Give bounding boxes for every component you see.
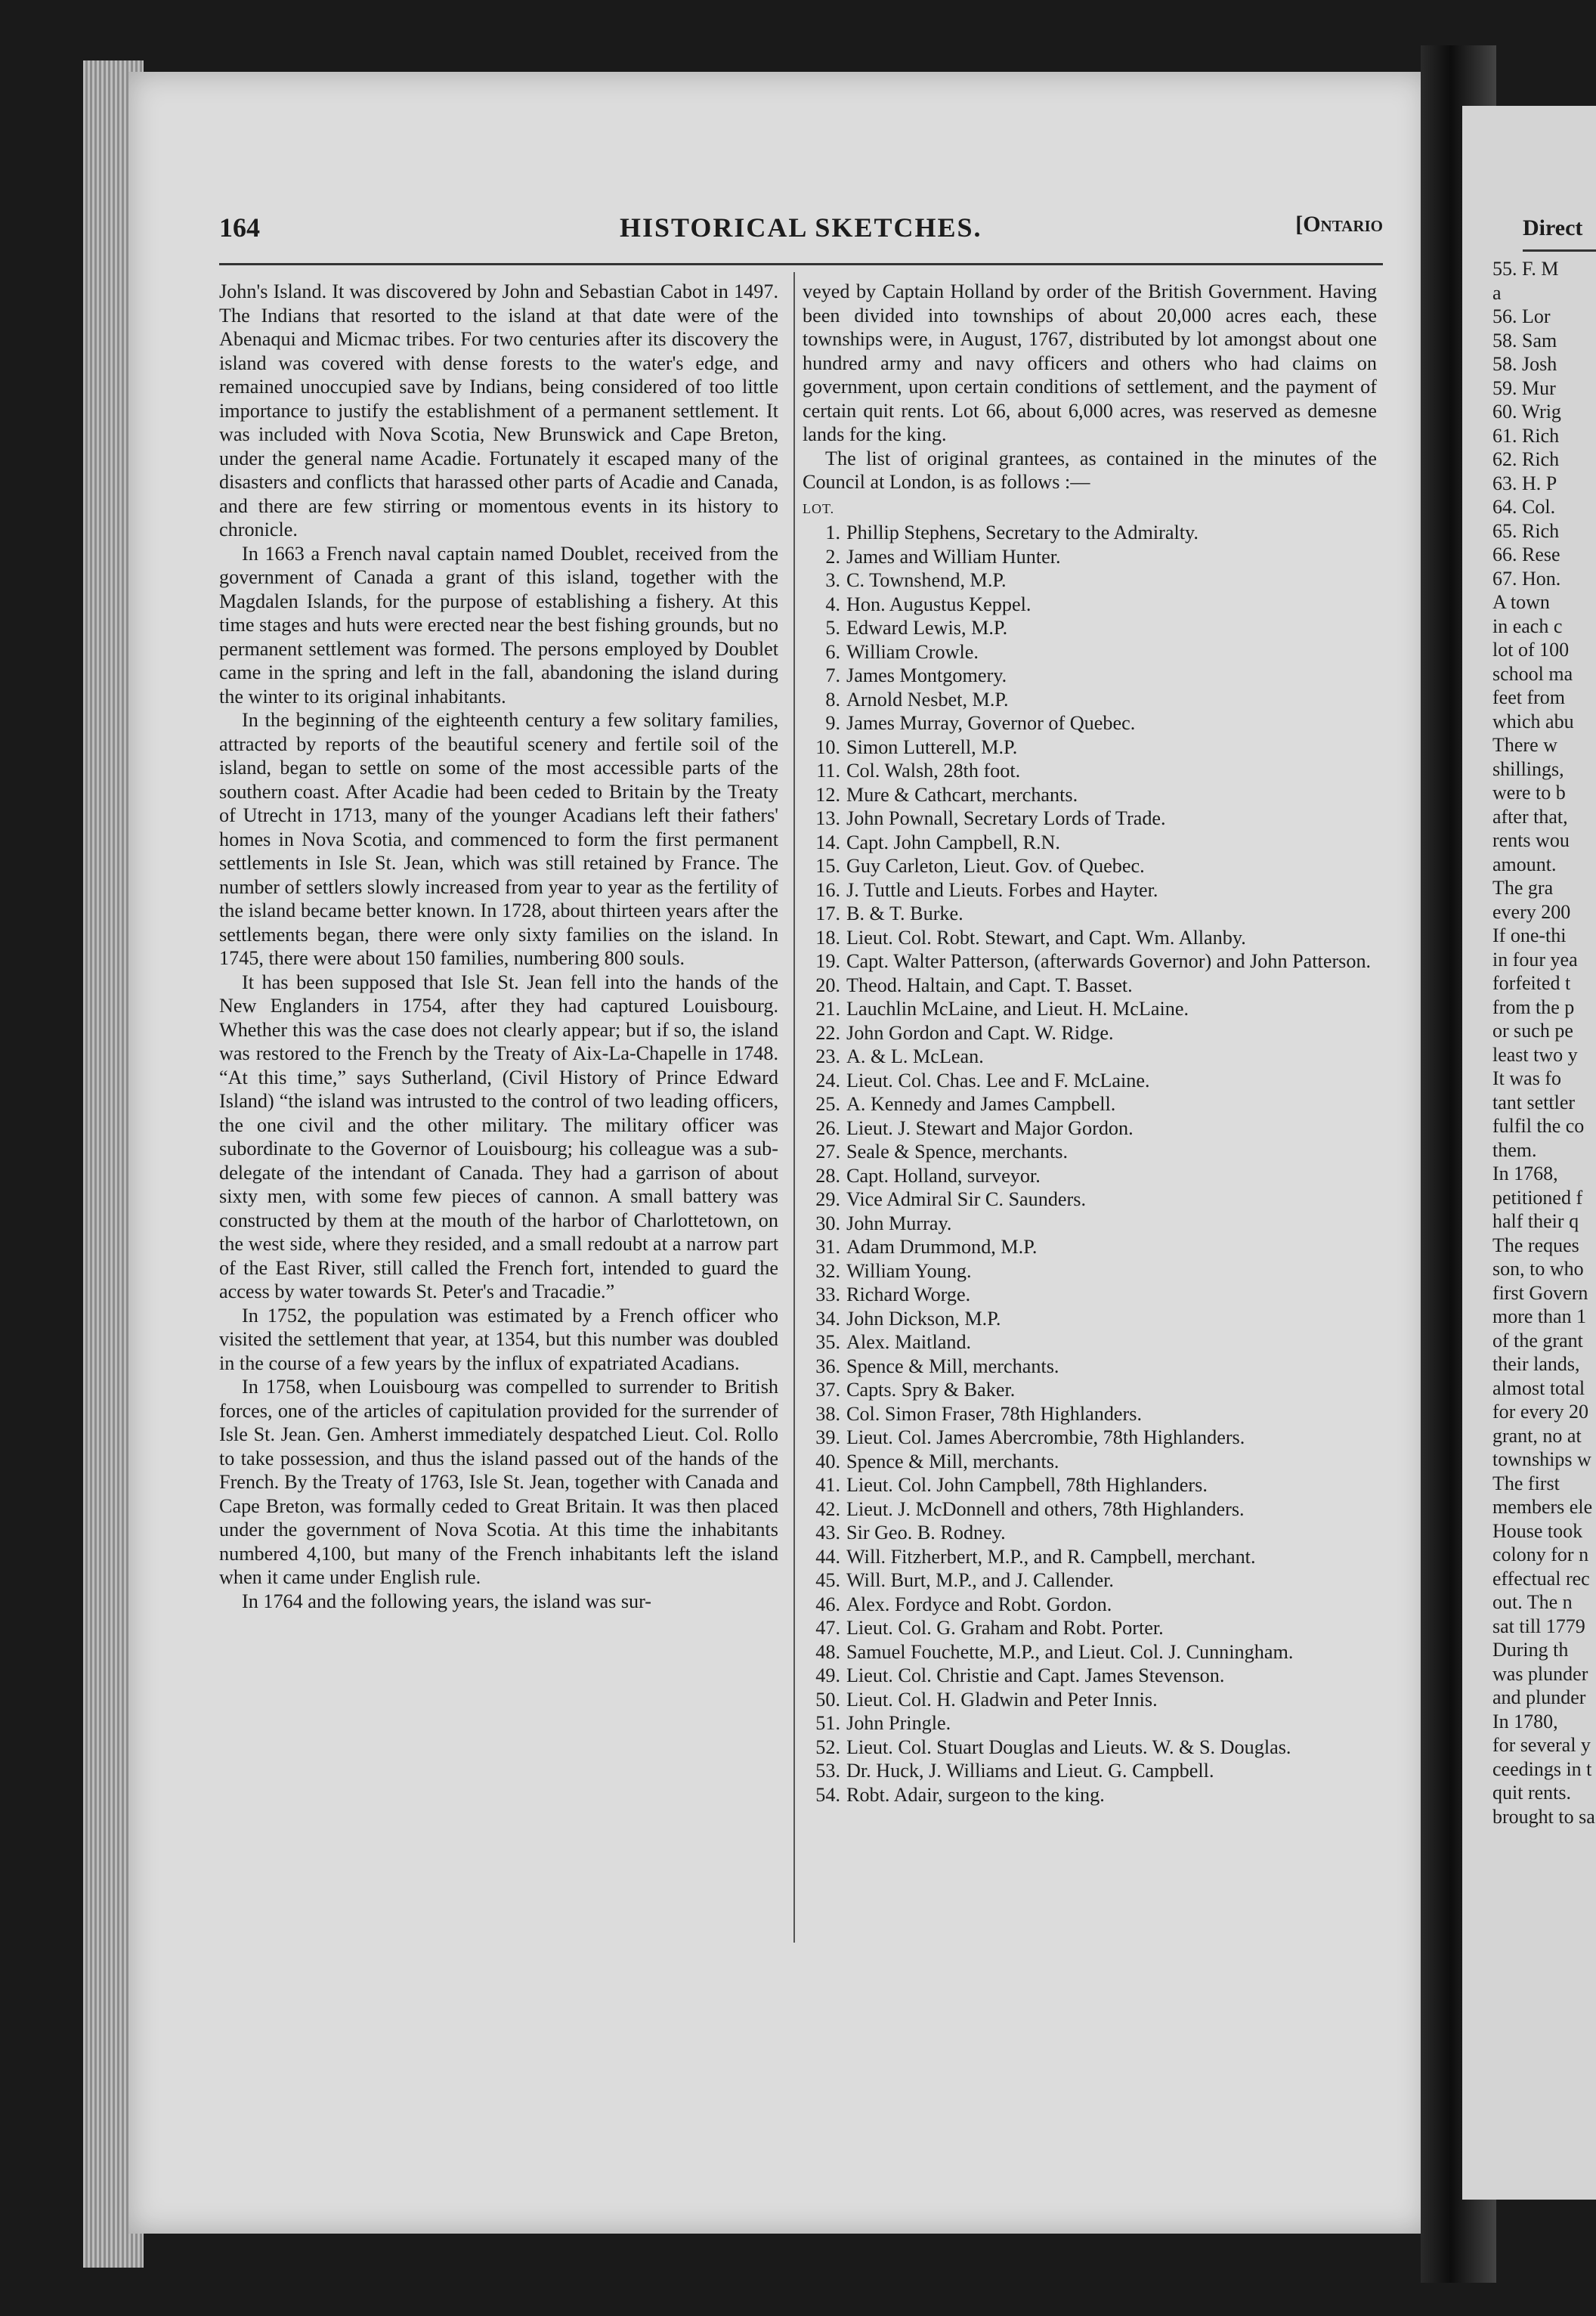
lot-number: 13. [815,807,840,829]
lot-number: 16. [815,878,840,901]
facing-page-line: 66. Rese [1492,543,1560,565]
list-item [803,807,1377,831]
lot-number: 43. [815,1522,840,1543]
lot-number: 26. [815,1116,840,1139]
grantee-name: Lieut. Col. James Abercrombie, 78th Highlanders. [846,1426,1245,1448]
paragraph: In 1764 and the following years, the island was sur- [242,1590,652,1612]
facing-page-line: In 1768, [1492,1163,1558,1184]
grantee-name: Arnold Nesbet, M.P. [846,688,1009,711]
facing-page-lines [1492,257,1595,1828]
list-item [803,997,1377,1021]
lot-number: 53. [815,1760,840,1782]
grantee-name: Lieut. Col. G. Graham and Robt. Porter. [846,1617,1164,1639]
facing-page-line: 64. Col. [1492,496,1556,518]
grantee-name: Will. Burt, M.P., and J. Callender. [846,1569,1114,1591]
facing-page-line: The reques [1492,1234,1579,1256]
facing-page-line: House took [1492,1519,1583,1542]
grantee-name: Will. Fitzherbert, M.P., and R. Campbell, merchant. [846,1545,1256,1568]
grantee-name: Seale & Spence, merchants. [846,1141,1069,1163]
facing-page-line: after that, [1492,805,1568,828]
page-header [219,212,1383,249]
grantee-name: Mure & Cathcart, merchants. [846,783,1078,806]
lot-number: 24. [815,1069,840,1091]
lot-number: 33. [815,1283,840,1305]
list-item [803,545,1377,569]
list-item [803,1355,1377,1379]
grantee-name: Simon Lutterell, M.P. [846,735,1018,758]
column-divider [793,272,795,1943]
grantee-name: Adam Drummond, M.P. [846,1236,1038,1258]
grantee-name: C. Townshend, M.P. [846,569,1007,591]
list-item [803,1092,1377,1116]
lot-number: 22. [815,1021,840,1044]
grantee-name: James Murray, Governor of Quebec. [846,712,1136,734]
lot-number: 7. [825,664,840,686]
facing-page-line: quit rents. [1492,1782,1571,1804]
lot-number: 48. [815,1640,840,1663]
list-item [803,1021,1377,1045]
grantee-name: John Pownall, Secretary Lords of Trade. [846,807,1166,829]
facing-page-line: 61. Rich [1492,424,1560,447]
paragraph: In 1663 a French naval captain named Doublet, received from the government of Canada a grant of this island, together with the Magdalen Islands, for the purpose of establishing a fishery. At this time stages and huts were erected near the best fishing grounds, but no permanent settlement was formed. The persons employed by Doublet came in the spring and left in the fall, abandoning the island during the winter to its original inhabitants. [219,542,778,707]
list-item [803,1473,1377,1497]
grantee-name: Alex. Maitland. [846,1331,972,1353]
facing-page-line: more than 1 [1492,1305,1587,1327]
lot-number: 44. [815,1545,840,1568]
list-item [803,926,1377,950]
grantee-name: James and William Hunter. [846,545,1061,568]
grantee-name: John Gordon and Capt. W. Ridge. [846,1021,1114,1044]
lot-number: 51. [815,1712,840,1734]
facing-page-rule [1523,249,1596,252]
list-item [803,1664,1377,1688]
lot-number: 4. [825,593,840,615]
facing-page-line: In 1780, [1492,1710,1558,1732]
facing-page-line: 55. F. M [1492,258,1559,280]
facing-page-line: were to b [1492,782,1566,803]
grantee-name: William Young. [846,1259,972,1282]
grantee-name: Alex. Fordyce and Robt. Gordon. [846,1593,1112,1615]
lot-number: 2. [825,545,840,568]
list-item [803,854,1377,878]
list-item [803,1426,1377,1450]
facing-page-line: fulfil the co [1492,1115,1585,1137]
facing-page-line: a [1492,281,1502,304]
facing-page-line: them. [1492,1138,1537,1161]
facing-page [1462,106,1596,2200]
grantee-name: Capt. John Campbell, R.N. [846,831,1060,853]
paragraph: It has been supposed that Isle St. Jean fell into the hands of the New Englanders in 1754, after they had captured Louisbourg. Whether this was the case does not clearly appear; but if so, the island was restored to the French by the Treaty of Aix-La-Chapelle in 1748. “At this time,” says Sutherland, (Civil History of Prince Edward Island) “the island was intrusted to the control of two leading officers, the one civil and the other military. The military officer was subordinate to the Governor of Louisbourg; his colleague was a sub-delegate of the intendant of Canada. They had a garrison of about sixty men, with some few pieces of cannon. A small battery was constructed by them at the mouth of the harbor of Charlottetown, on the west side, where they resided, and a small redoubt at a narrow part of the East River, still called the French fort, intended to guard the access by water towards St. Peter's and Tracadie.” [219,971,778,1302]
grantee-name: Lieut. Col. Robt. Stewart, and Capt. Wm. Allanby. [846,926,1246,949]
list-item [803,521,1377,545]
lot-number: 47. [815,1617,840,1639]
lot-number: 8. [825,688,840,711]
facing-page-line: sat till 1779 [1492,1615,1585,1637]
facing-page-line: effectual rec [1492,1567,1590,1590]
grantee-name: J. Tuttle and Lieuts. Forbes and Hayter. [846,878,1158,901]
facing-page-line: was plunder [1492,1662,1588,1685]
list-item [803,1735,1377,1760]
facing-page-line: 62. Rich [1492,448,1560,470]
grantee-name: John Murray. [846,1212,952,1234]
list-item [803,1521,1377,1545]
list-item [803,1711,1377,1735]
lot-number: 17. [815,903,840,924]
facing-page-line: 59. Mur [1492,376,1556,399]
lot-number: 36. [815,1355,840,1377]
list-item [803,1235,1377,1259]
list-item [803,1402,1377,1426]
grantee-name: Lieut. Col. Christie and Capt. James Stevenson. [846,1664,1225,1686]
lot-number: 25. [815,1093,840,1115]
grantee-name: Lieut. Col. Stuart Douglas and Lieuts. W. & S. Douglas. [846,1735,1291,1758]
right-column [803,280,1377,1807]
list-item [803,949,1377,974]
facing-page-line: 58. Josh [1492,353,1557,375]
lot-number: 23. [815,1045,840,1067]
lot-number: 21. [815,998,840,1020]
list-item [803,1640,1377,1664]
list-item [803,616,1377,640]
lot-number: 12. [815,783,840,806]
list-item [803,1497,1377,1522]
grantee-name: Edward Lewis, M.P. [846,617,1008,639]
grantee-name: A. Kennedy and James Campbell. [846,1093,1116,1115]
facing-page-line: from the p [1492,995,1575,1018]
lot-number: 31. [815,1236,840,1258]
grantee-name: Lieut. Col. John Campbell, 78th Highlanders. [846,1474,1208,1496]
grantee-name: B. & T. Burke. [846,903,963,924]
list-item [803,1593,1377,1617]
lot-number: 41. [815,1474,840,1496]
list-item [803,568,1377,593]
grantee-name: Spence & Mill, merchants. [846,1450,1059,1472]
list-item [803,902,1377,926]
facing-page-line: If one-thi [1492,924,1567,946]
lot-number: 18. [815,926,840,949]
lot-number: 45. [815,1569,840,1591]
list-item [803,1069,1377,1093]
lot-number: 9. [825,712,840,734]
facing-page-line: brought to sa [1492,1805,1595,1828]
facing-page-line: It was fo [1492,1067,1561,1089]
facing-page-line: their lands, [1492,1353,1580,1375]
lot-number: 37. [815,1379,840,1401]
facing-page-line: During th [1492,1639,1569,1661]
grantee-name: John Dickson, M.P. [846,1307,1001,1330]
list-intro: The list of original grantees, as contained in the minutes of the Council at London, is as follows :— [803,447,1377,493]
list-item [803,1283,1377,1307]
facing-page-line: rents wou [1492,829,1570,851]
lot-number: 32. [815,1259,840,1282]
lot-number: 52. [815,1735,840,1758]
lot-number: 35. [815,1331,840,1353]
list-item [803,1045,1377,1069]
facing-page-line: and plunder [1492,1686,1586,1708]
list-item [803,1450,1377,1474]
list-item [803,593,1377,617]
lot-number: 20. [815,974,840,996]
grantee-name: William Crowle. [846,640,979,663]
lot-number: 42. [815,1497,840,1520]
grantee-name: Col. Walsh, 28th foot. [846,760,1021,782]
grantee-name: Capt. Walter Patterson, (afterwards Governor) and John Patterson. [846,950,1372,972]
running-section: [Ontario [1295,212,1383,237]
facing-page-line: of the grant [1492,1329,1583,1352]
list-item [803,1307,1377,1331]
facing-page-line: townships w [1492,1448,1591,1470]
facing-page-line: amount. [1492,853,1557,875]
grantee-name: Richard Worge. [846,1283,971,1305]
list-item [803,664,1377,688]
running-title: HISTORICAL SKETCHES. [620,212,982,243]
facing-page-line: for every 20 [1492,1401,1589,1423]
lot-number: 14. [815,831,840,853]
lot-number: 28. [815,1164,840,1187]
paragraph: In the beginning of the eighteenth century a few solitary families, attracted by reports of the beautiful scenery and fertile soil of the island, began to settle on some of the most accessible parts of the southern coast. After Acadie had been ceded to Britain by the Treaty of Utrecht in 1713, many of the younger Acadians left their fathers' homes in Nova Scotia, and commenced to form the first permanent settlements in Isle St. Jean, which was still retained by France. The number of settlers slowly increased from year to year as the fertility of the island became better known. In 1728, about thirteen years after the settlements began, there were only sixty families on the island. In 1745, there were about 150 families, numbering 800 souls. [219,709,778,969]
facing-page-line: There w [1492,734,1557,756]
list-item [803,783,1377,807]
lot-number: 6. [825,640,840,663]
facing-page-header: Direct [1523,215,1583,240]
facing-page-line: 60. Wrig [1492,401,1561,423]
facing-page-line: which abu [1492,710,1574,732]
lot-number: 49. [815,1664,840,1686]
page-number: 164 [219,212,260,243]
grantee-name: Lieut. Col. H. Gladwin and Peter Innis. [846,1688,1158,1711]
facing-page-line: in four yea [1492,948,1578,971]
facing-page-line: The gra [1492,877,1554,899]
facing-page-line: or such pe [1492,1020,1573,1042]
facing-page-line: every 200 [1492,900,1571,923]
list-item [803,831,1377,855]
facing-page-line: school ma [1492,662,1573,685]
facing-page-line: 63. H. P [1492,472,1557,494]
lot-number: 15. [815,855,840,877]
lot-number: 39. [815,1426,840,1448]
left-column [219,280,778,1613]
facing-page-line: shillings, [1492,757,1564,780]
list-item [803,1212,1377,1236]
grantee-name: Hon. Augustus Keppel. [846,593,1032,615]
grantee-name: Theod. Haltain, and Capt. T. Basset. [846,974,1133,996]
lot-number: 40. [815,1450,840,1472]
list-item [803,1688,1377,1712]
list-item [803,1378,1377,1402]
facing-page-line: tant settler [1492,1091,1576,1113]
list-item [803,688,1377,712]
list-item [803,1330,1377,1355]
grantee-name: Robt. Adair, surgeon to the king. [846,1783,1105,1806]
grantee-name: Lieut. J. Stewart and Major Gordon. [846,1116,1134,1139]
lot-number: 29. [815,1188,840,1210]
list-item [803,1187,1377,1212]
lot-number: 19. [815,950,840,972]
lot-number: 3. [825,569,840,591]
grantee-name: Col. Simon Fraser, 78th Highlanders. [846,1402,1143,1425]
facing-page-line: 65. Rich [1492,519,1560,542]
grantee-name: Capts. Spry & Baker. [846,1379,1016,1401]
grantee-name: A. & L. McLean. [846,1045,984,1067]
paragraph: In 1758, when Louisbourg was compelled to surrender to British forces, one of the articles of capitulation provided for the surrender of Isle St. Jean. Gen. Amherst immediately despatched Lieut. Col. Rollo to take possession, and thus the island passed out of the hands of the French. By the Treaty of 1763, Isle St. Jean, together with Canada and Cape Breton, was formally ceded to Great Britain. It was then placed under the government of Nova Scotia. At this time the inhabitants numbered 4,100, but many of the French inhabitants left the island when it came under English rule. [219,1376,778,1588]
lot-number: 54. [815,1783,840,1806]
paragraph: In 1752, the population was estimated by a French officer who visited the settlement that year, at 1354, but this number was doubled in the course of a few years by the influx of expatriated Acadians. [219,1304,778,1374]
paragraph: John's Island. It was discovered by John and Sebastian Cabot in 1497. The Indians that resorted to the island at that date were of the Abenaqui and Micmac tribes. For two centuries after its discovery the island was covered with dense forests to the water's edge, and remained unoccupied save by Indians, being considered of too little importance to justify the establishment of a permanent settlement. It was included with Nova Scotia, New Brunswick and Cape Breton, under the general name Acadie. Fortunately it escaped many of the disasters and conflicts that harassed other parts of Acadie and Canada, and there are few stirring or momentous events in its history to chronicle. [219,280,778,540]
list-item [803,759,1377,783]
facing-page-line: 56. Lor [1492,305,1551,327]
grantee-name: Samuel Fouchette, M.P., and Lieut. Col. J. Cunningham. [846,1640,1294,1663]
lot-number: 30. [815,1212,840,1234]
lot-heading: LOT. [803,500,835,516]
facing-page-line: half their q [1492,1210,1579,1232]
list-item [803,974,1377,998]
list-item [803,1759,1377,1783]
facing-page-line: least two y [1492,1043,1578,1066]
facing-page-line: The first [1492,1472,1560,1494]
grantee-name: Lauchlin McLaine, and Lieut. H. McLaine. [846,998,1189,1020]
lot-number: 11. [816,760,840,782]
list-item [803,711,1377,735]
facing-page-line: forfeited t [1492,972,1571,994]
list-item [803,1568,1377,1593]
list-item [803,1164,1377,1188]
facing-page-line: petitioned f [1492,1186,1583,1209]
header-rule [219,263,1383,265]
grantee-name: James Montgomery. [846,664,1007,686]
grantee-name: Guy Carleton, Lieut. Gov. of Quebec. [846,855,1145,877]
grantee-name: Dr. Huck, J. Williams and Lieut. G. Campbell. [846,1760,1214,1782]
grantee-name: Lieut. J. McDonnell and others, 78th Highlanders. [846,1497,1245,1520]
grantee-name: Sir Geo. B. Rodney. [846,1522,1006,1543]
facing-page-line: out. The n [1492,1591,1573,1613]
facing-page-line: ceedings in t [1492,1757,1592,1780]
list-item [803,1545,1377,1569]
facing-page-line: 58. Sam [1492,329,1557,351]
facing-page-line: lot of 100 [1492,639,1570,661]
facing-page-line: feet from [1492,686,1566,708]
facing-page-line: colony for n [1492,1543,1589,1565]
list-item [803,1140,1377,1164]
facing-page-line: for several y [1492,1734,1591,1756]
list-item [803,735,1377,760]
lot-number: 50. [815,1688,840,1711]
facing-page-line: almost total [1492,1376,1585,1399]
lot-number: 5. [825,617,840,639]
facing-page-line: son, to who [1492,1258,1584,1280]
list-item [803,1259,1377,1283]
facing-page-line: in each c [1492,615,1563,637]
facing-page-line: members ele [1492,1496,1593,1518]
lot-number: 46. [815,1593,840,1615]
list-item [803,1116,1377,1141]
grantee-name: Lieut. Col. Chas. Lee and F. McLaine. [846,1069,1150,1091]
lot-number: 10. [815,735,840,758]
grantee-name: Capt. Holland, surveyor. [846,1164,1041,1187]
grantee-name: Spence & Mill, merchants. [846,1355,1059,1377]
list-item [803,640,1377,664]
grantee-list [803,521,1377,1807]
grantee-name: Vice Admiral Sir C. Saunders. [846,1188,1086,1210]
facing-page-line: A town [1492,591,1550,613]
list-item [803,1783,1377,1807]
grantee-name: John Pringle. [846,1712,951,1734]
list-item [803,878,1377,903]
lot-number: 1. [825,522,840,543]
paragraph: veyed by Captain Holland by order of the British Government. Having been divided into townships of about 20,000 acres each, these townships were, in August, 1767, distributed by lot amongst about one hundred army and navy officers and others who had claims on government, upon certain conditions of settlement, and the payment of certain quit rents. Lot 66, about 6,000 acres, was reserved as demesne lands for the king. [803,280,1377,445]
lot-number: 38. [815,1402,840,1425]
facing-page-line: first Govern [1492,1281,1588,1304]
grantee-name: Phillip Stephens, Secretary to the Admiralty. [846,522,1199,543]
lot-number: 34. [815,1307,840,1330]
lot-number: 27. [815,1141,840,1163]
facing-page-line: 67. Hon. [1492,567,1561,590]
list-item [803,1616,1377,1640]
facing-page-line: grant, no at [1492,1424,1582,1447]
